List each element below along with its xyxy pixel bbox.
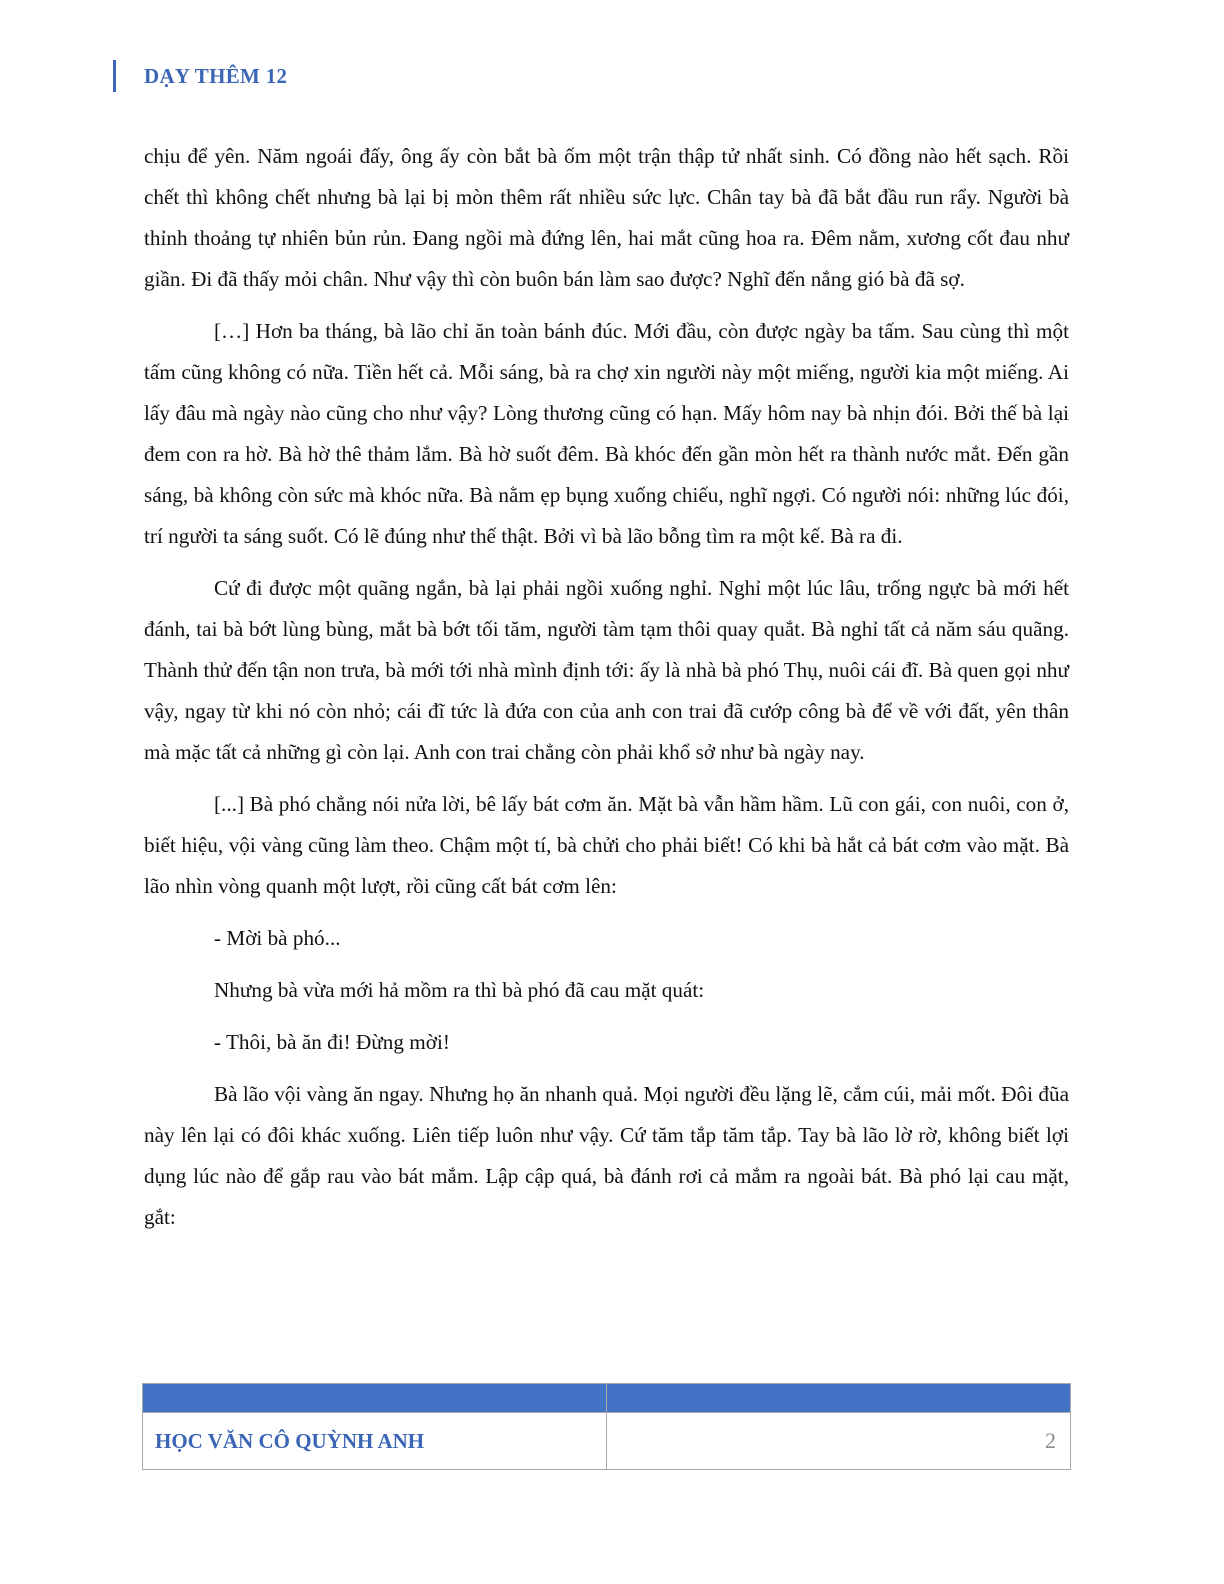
footer-info-row <box>143 1413 1071 1470</box>
dialogue-line: Nhưng bà vừa mới hả mồm ra thì bà phó đã cau mặt quát: <box>214 978 705 1002</box>
paragraph: Bà lão vội vàng ăn ngay. Nhưng họ ăn nhanh quả. Mọi người đều lặng lẽ, cắm cúi, mải mốt. Đôi đũa này lên lại có đôi khác xuống. Liên tiếp luôn như vậy. Cứ tăm tắp tăm tắp. Tay bà lão lờ rờ, không biết lợi dụng lúc nào để gắp rau vào bát mắm. Lập cập quá, bà đánh rơi cả mắm ra ngoài bát. Bà phó lại cau mặt, gắt: <box>144 1082 1069 1229</box>
footer-band-cell <box>607 1384 1071 1413</box>
header-title: DẠY THÊM 12 <box>144 63 288 88</box>
page-header <box>113 60 287 92</box>
dialogue-line: - Thôi, bà ăn đi! Đừng mời! <box>214 1030 450 1054</box>
paragraph: chịu để yên. Năm ngoái đấy, ông ấy còn bắt bà ốm một trận thập tử nhất sinh. Có đồng nào hết sạch. Rồi chết thì không chết nhưng bà lại bị mòn thêm rất nhiều sức lực. Chân tay bà đã bắt đầu run rẩy. Người bà thỉnh thoảng tự nhiên bủn rủn. Đang ngồi mà đứng lên, hai mắt cũng hoa ra. Đêm nằm, xương cốt đau như giần. Đi đã thấy mỏi chân. Như vậy thì còn buôn bán làm sao được? Nghĩ đến nắng gió bà đã sợ. <box>144 144 1069 291</box>
dialogue-line: - Mời bà phó... <box>214 926 341 950</box>
paragraph: [...] Bà phó chẳng nói nửa lời, bê lấy bát cơm ăn. Mặt bà vẫn hầm hầm. Lũ con gái, con nuôi, con ở, biết hiệu, vội vàng cũng làm theo. Chậm một tí, bà chửi cho phải biết! Có khi bà hắt cả bát cơm vào mặt. Bà lão nhìn vòng quanh một lượt, rồi cũng cất bát cơm lên: <box>144 792 1069 898</box>
page-footer <box>142 1383 1071 1470</box>
footer-band-cell <box>143 1384 607 1413</box>
paragraph: Cứ đi được một quãng ngắn, bà lại phải ngồi xuống nghỉ. Nghỉ một lúc lâu, trống ngực bà mới hết đánh, tai bà bớt lùng bùng, mắt bà bớt tối tăm, người tàm tạm thôi quay quắt. Bà nghỉ tất cả năm sáu quãng. Thành thử đến tận non trưa, bà mới tới nhà mình định tới: ấy là nhà bà phó Thụ, nuôi cái đĩ. Bà quen gọi như vậy, ngay từ khi nó còn nhỏ; cái đĩ tức là đứa con của anh con trai đã cướp công bà để về với đất, yên thân mà mặc tất cả những gì còn lại. Anh con trai chẳng còn phải khổ sở như bà ngày nay. <box>144 576 1069 764</box>
page-number: 2 <box>607 1413 1071 1470</box>
document-body <box>144 136 1069 1249</box>
paragraph: […] Hơn ba tháng, bà lão chỉ ăn toàn bánh đúc. Mới đầu, còn được ngày ba tấm. Sau cùng thì một tấm cũng không có nữa. Tiền hết cả. Mỗi sáng, bà ra chợ xin người này một miếng, người kia một miếng. Ai lấy đâu mà ngày nào cũng cho như vậy? Lòng thương cũng có hạn. Mấy hôm nay bà nhịn đói. Bởi thế bà lại đem con ra hờ. Bà hờ thê thảm lắm. Bà hờ suốt đêm. Bà khóc đến gần mòn hết ra thành nước mắt. Đến gần sáng, bà không còn sức mà khóc nữa. Bà nằm ẹp bụng xuống chiếu, nghĩ ngợi. Có người nói: những lúc đói, trí người ta sáng suốt. Có lẽ đúng như thế thật. Bởi vì bà lão bỗng tìm ra một kế. Bà ra đi. <box>144 319 1069 548</box>
footer-brand: HỌC VĂN CÔ QUỲNH ANH <box>143 1413 607 1470</box>
footer-color-band <box>143 1384 1071 1413</box>
